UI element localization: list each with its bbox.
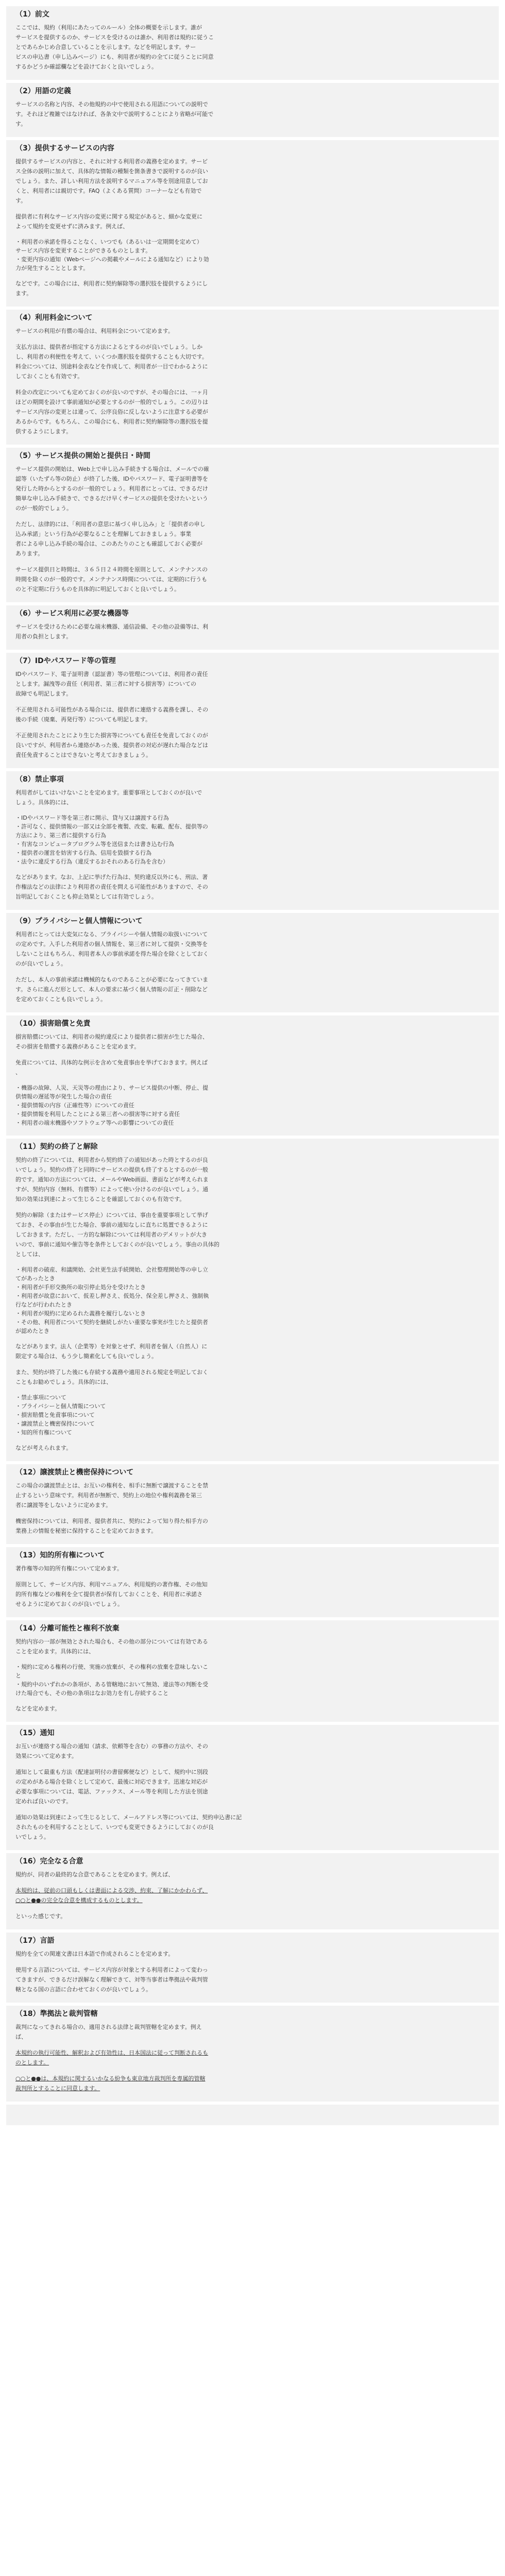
paragraph: 規約を全ての関連文書は日本語で作成されることを定めます。 (15, 1951, 174, 1957)
paragraph: といった感じです。 (15, 1913, 66, 1920)
paragraph: また、契約が終了した後にも存続する義務や適用される規定を明記しておく こともお勧めでしょう。具体的には、 (15, 1369, 208, 1385)
paragraph: 通知として最重も方法（配達証明付の書留郵便など）として、規約中に別段 の定めがある場合を除くとして定めて、最後に対応できます。迅速な対応が 必要な事項については、電話、ファックス、メール等を利用した方法を別途 定めれば良いのです。 (15, 1769, 208, 1805)
section-heading: （2）用語の定義 (15, 87, 71, 95)
bullet-list (15, 1265, 490, 1335)
bullet-item: ・提供情報の内容（正確性等）についての責任 (15, 1102, 134, 1109)
section (6, 913, 499, 1012)
section-heading: （18）準拠法と裁判管轄 (15, 2010, 98, 2018)
paragraph: 原則として、サービス内容、利用マニュアル、利用規約の著作権、その他知 的所有権などの権利を全て提供者が保有しておくことを、利用者に承諾さ せるように定めておくのが良いでしょう。 (15, 1581, 208, 1607)
section-heading: （9）プライバシーと個人情報について (15, 917, 143, 925)
section-heading: （7）IDやパスワード等の管理 (15, 657, 116, 665)
bullet-item: てがあったとき (15, 1275, 55, 1282)
bullet-item: ・有害なコンピュータプログラム等を送信または書き込む行為 (15, 841, 174, 848)
section (6, 1547, 499, 1617)
bullet-item: ・禁止事項について (15, 1394, 66, 1401)
paragraph: ただし、法律的には、「利用者の意思に基づく申し込み」と「提供者の申し 込み承諾」という行為が必要なることを理解しておきましょう。事業 者による申し込み手続の場合は、このあたりのことも確認しておく必要が あります。 (15, 521, 206, 557)
section-heading: （6）サービス利用に必要な機器等 (15, 609, 129, 618)
section-heading: （14）分離可能性と権利不放棄 (15, 1624, 120, 1633)
section (6, 83, 499, 137)
bullet-item: ・損害賠償と免責事項について (15, 1412, 95, 1418)
section-heading: （13）知的所有権について (15, 1551, 105, 1560)
section-heading: （3）提供するサービスの内容 (15, 144, 114, 152)
section-heading: （10）損害賠償と免責 (15, 1020, 91, 1028)
paragraph: 契約の解除（またはサービス停止）については、事由を重要事項として挙げ ておき、その事由が生じた場合、事前の通知なしに直ちに処置できるように しておきます。ただし、一方的な解除については利用者のデメリットが大き いので、事前に通知や催告等を条件としておくのが良いでしょう。事由の具体的 としては、 (15, 1212, 220, 1258)
paragraph: 支払方法は、提供者が指定する方法によるとするのが良いでしょう。しか し、利用者の利便性を考えて、いくつか選択肢を提供することも大切です。 料金については、別途料金表などを作成して、利用者が一目でわかるように しておくことも有効です。 (15, 344, 208, 380)
section (6, 1139, 499, 1461)
bullet-item: ・IDやパスワード等を第三者に開示、貸与又は譲渡する行為 (15, 815, 169, 821)
bullet-item: 供情報の遅延等が発生した場合の責任 (15, 1093, 112, 1100)
bullet-item: ・提供情報を利用したことによる第三者への損害等に対する責任 (15, 1111, 180, 1117)
bullet-item: ・その他、利用者について契約を継続しがたい重要な事実が生じたと提供者 (15, 1319, 208, 1326)
section-heading: （16）完全なる合意 (15, 1857, 83, 1866)
paragraph: などです。この場合には、利用者に契約解除等の選択肢を提供するようにし ます。 (15, 280, 208, 297)
bullet-list (15, 1663, 490, 1698)
example-clause: ○○と●●は、本規約に関するいかなる紛争も東京地方裁判所を専属的管轄 裁判所とすることに同意します。 (15, 2075, 206, 2092)
page-footer-space (6, 2105, 499, 2125)
paragraph: ここでは、規約（利用にあたってのルール）全体の概要を示します。誰が サービスを提供するのか、サービスを受けるのは誰か、利用者は規約に従うこ とであらかじめ合意していることを示します。などを明記します。サー ビスの申込書（申し込みページ）にも、利用者が規約の全てに従うことに同意 するかどうか確認欄などを設けておくと良いでしょう。 (15, 24, 214, 70)
paragraph: 損害賠償については、利用者の規約違反により提供者に損害が生じた場合、 その損害を賠償する義務があることを定めます。 (15, 1033, 208, 1050)
paragraph: 機密保持については、利用者、提供者共に、契約によって知り得た相手方の 業務上の情報を秘密に保持することを定めておきます。 (15, 1518, 208, 1534)
bullet-item: ・規約に定める権利の行使、実施の放棄が、その権利の放棄を意味しないこ (15, 1664, 208, 1670)
paragraph: IDやパスワード、電子証明書（認証書）等の管理については、利用者の責任 とします。漏洩等の責任（利用者、第三者に対する損害等）についての 故障でも明記します。 (15, 671, 208, 697)
paragraph: などがあります。法人（企業等）を対象とせず、利用者を個人（自然人）に 限定する場合は、もう少し簡素化しても良いでしょう。 (15, 1343, 208, 1360)
paragraph: 通知の効果は到達によって生じるとして、メールアドレス等については、契約申込書に記 されたものを利用することとして、いつでも変更できるようにしておくのが良 いでしょう。 (15, 1814, 242, 1840)
bullet-item: ・利用者が故意において、仮差し押さえ、仮処分、保全差し押さえ、強制執 (15, 1293, 209, 1299)
paragraph: などがあります。なお、上記に挙げた行為は、契約違反以外にも、刑法、著 作権法などの法律により利用者の責任を問える可能性がありますので、その 旨明記しておくことも抑止効果としては有効でしょう。 (15, 874, 208, 900)
section-heading: （1）前文 (15, 10, 49, 19)
paragraph: 免責については、具体的な例示を含めて免責事由を挙げておきます。例えば 、 (15, 1059, 208, 1076)
paragraph: 契約の終了については、利用者から契約終了の通知があった時とするのが良 いでしょう。契約の終了と同時にサービスの提供も終了するとするのが一般 的です。通知の方法については、メールやWeb画面、書面などが考えられま すが、契約内容（無料、有償等）によって使い分けるのが良いでしょう。通 知の効果は到達によって生じることを確認しておくのも有効です。 (15, 1157, 209, 1202)
section-heading: （5）サービス提供の開始と提供日・時間 (15, 452, 150, 460)
paragraph: 著作権等の知的所有権について定めます。 (15, 1565, 123, 1572)
bullet-item: 行などが行われたとき (15, 1301, 72, 1308)
paragraph: ただし、本人の事前承諾は機械的なものであることが必要になってきていま す。さらに進んだ形として、本人の要求に基づく個人情報の訂正・削除など を定めておくことも良いでしょう。 (15, 976, 208, 1003)
bullet-list (15, 814, 490, 866)
bullet-item: ・利用者が規約に定めるれた義務を履行しないとき (15, 1310, 146, 1317)
section (6, 310, 499, 445)
bullet-item: ・プライバシーと個人情報について (15, 1403, 106, 1410)
section (6, 1620, 499, 1722)
bullet-item: ・規約中のいずれかの条項が、ある管轄地において無効、違法等の判断を受 (15, 1681, 208, 1688)
bullet-item: けた場合でも、その他の条項はなお効力を有し存続すること (15, 1690, 169, 1697)
section (6, 140, 499, 307)
paragraph: 提供者に有利なサービス内容の変更に関する規定があると、細かな変更に よって規約を変更せずに済みます。例えば、 (15, 213, 203, 230)
paragraph: 不正使用されたことにより生じた損害等についても責任を免責しておくのが 良いですが、利用者から連絡があった後、提供者の対応が遅れた場合などは 責任免責することはできないと考えておきましょう。 (15, 732, 208, 758)
paragraph: サービスを受けるために必要な端末機器、通信設備、その他の設備等は、利 用者の負担とします。 (15, 623, 208, 640)
section-heading: （8）禁止事項 (15, 775, 64, 784)
bullet-list (15, 1083, 490, 1127)
section (6, 448, 499, 602)
section (6, 6, 499, 80)
paragraph: サービスの名称と内容、その他規約の中で使用される用語についての説明で す。それほど複雑ではなければ、各条文中で説明することにより省略が可能で す。 (15, 101, 214, 127)
section (6, 2006, 499, 2102)
paragraph: サービス提供日と時間は、３６５日２４時間を原則として、メンテナンスの 時間を除くのが一般的です。メンテナンス時間については、定期的に行うも のと不定期に行うものを具体的に明記しておくと良いでしょう。 (15, 566, 208, 592)
section-heading: （17）言語 (15, 1937, 55, 1945)
example-clause: 本規約は、従前の口頭もしくは書面による交渉、約束、了解にかかわらず、 ○○と●●の完全な合意を構成するものとします。 (15, 1887, 208, 1904)
bullet-item: ・譲渡禁止と機密保持について (15, 1420, 95, 1427)
section (6, 605, 499, 650)
paragraph: 利用者にとっては大変気になる、プライバシーや個人情報の取扱いについて の定めです。入手した利用者の個人情報を、第三者に対して提供・交換等を しないことはもちろん、利用者本人の事前承諾を得た場合を除くとしておく のが良いでしょう。 (15, 931, 209, 967)
paragraph: 契約内容の一部が無効とされた場合も、その他の部分については有効である ことを定めます。具体的には、 (15, 1638, 208, 1655)
bullet-item: ・利用者の承諾を得ることなく、いつでも（あるいは一定期間を定めて） (15, 239, 203, 245)
paragraph: 利用者がしてはいけないことを定めます。重要事項としておくのが良いで しょう。具体的には、 (15, 789, 203, 806)
paragraph: などを定めます。 (15, 1705, 61, 1712)
bullet-item: 方法により、第三者に提供する行為 (15, 832, 106, 839)
paragraph: お互いが連絡する場合の通知（請求、依頼等を含む）の事務の方法や、その 効果について定めます。 (15, 1743, 208, 1759)
bullet-item: が認めたとき (15, 1328, 49, 1334)
paragraph: サービスの利用が有償の場合は、利用料金について定めます。 (15, 328, 174, 334)
bullet-list (15, 1393, 490, 1437)
paragraph: 裁判になってきれる場合の、適用される法律と裁判管轄を定めます。例え ば、 (15, 2024, 202, 2040)
bullet-item: ・法令に違反する行為（違反するおそれのある行為を含む） (15, 858, 169, 865)
paragraph: 規約が、同者の最終的な合意であることを定めます。例えば、 (15, 1871, 174, 1878)
paragraph: 不正使用される可能性がある場合には、提供者に連絡する義務を課し、その 後の手続（廃棄、再発行等）についても明記します。 (15, 706, 208, 723)
section-list (0, 6, 505, 2102)
bullet-item: ・変更内容の通知（Webページへの掲載やメールによる通知など）により効 (15, 256, 209, 263)
paragraph: この場合の譲渡禁止とは、お互いの権利を、相手に無断で譲渡することを禁 止するという意味です。利用者が無断で、契約上の地位や権利義務を第三 者に譲渡等をしないように定めます。 (15, 1482, 208, 1509)
paragraph: 料金の改定についても定めておくのが良いのですが、その場合には、一ヶ月 ほどの期間を設けて事前通知が必要とするのが一般的でしょう。この辺りは サービス内容の変更とは違って、公序良俗に反しないように注意する必要が あるからです。もちろん、この場合にも、利用者に契約解除等の選択肢を提 供するようにします。 (15, 389, 208, 435)
section-heading: （12）譲渡禁止と機密保持について (15, 1468, 134, 1477)
section (6, 1725, 499, 1850)
section-heading: （11）契約の終了と解除 (15, 1143, 98, 1151)
section (6, 1853, 499, 1929)
bullet-item: サービス内容を変更することができるものとします。 (15, 247, 152, 254)
paragraph: などが考えられます。 (15, 1445, 72, 1451)
bullet-item: ・利用者が手形交換所の取引停止処分を受けたとき (15, 1284, 146, 1291)
paragraph: サービス提供の開始は、Web上で申し込み手続きする場合は、メールでの確 認等（いたずら等の防止）が終了した後、IDやパスワード、電子証明書等を 発行した時からとするのが一般的でしょう。利用者にとっては、できるだけ 簡単な申し込み手続きで、できるだけ早くサービスの提供を受けたいという のが一般的でしょう。 (15, 466, 209, 512)
paragraph: 提供するサービスの内容と、それに対する利用者の義務を定めます。サービ ス全体の説明に加えて、具体的な情報の種類を箇条書きで説明するのが良い でしょう。また、詳しい利用方法を説明するマニュアル等を別途用意してお くと、利用者には親切です。FAQ（よくある質問）コーナーなども有効で す。 (15, 158, 208, 204)
section-heading: （15）通知 (15, 1729, 55, 1737)
paragraph: 使用する言語については、サービス内容が対象とする利用者によって変わっ てきますが、できるだけ誤解なく理解できて、対等当事者は準拠法や裁判管 轄となる国の言語に合わせておくのが良いでしょう。 (15, 1967, 208, 1993)
section (6, 653, 499, 768)
bullet-item: 力が発生することとします。 (15, 265, 89, 272)
section (6, 1464, 499, 1544)
bullet-item: ・許可なく、提供情報の一部又は全部を複製、改変、転載、配布、提供等の (15, 823, 208, 830)
bullet-item: ・利用者の破産、和議開始、会社更生法手続開始、会社整理開始等の申し立 (15, 1266, 208, 1273)
bullet-item: ・提供者の運営を妨害する行為、信用を毀損する行為 (15, 850, 152, 856)
example-clause: 本規約の執行可能性、解釈および有効性は、日本国法に従って判断されるも のとします。 (15, 2049, 208, 2066)
section-heading: （4）利用料金について (15, 314, 93, 322)
bullet-list (15, 238, 490, 273)
bullet-item: ・利用者の端末機器やソフトウェア等への影響についての責任 (15, 1120, 174, 1126)
bullet-item: ・知的所有権について (15, 1429, 72, 1436)
section (6, 771, 499, 910)
bullet-item: ・機器の故障、人災、天災等の理由により、サービス提供の中断、停止、提 (15, 1084, 208, 1091)
section (6, 1015, 499, 1136)
bullet-item: と (15, 1672, 21, 1679)
section (6, 1933, 499, 2003)
